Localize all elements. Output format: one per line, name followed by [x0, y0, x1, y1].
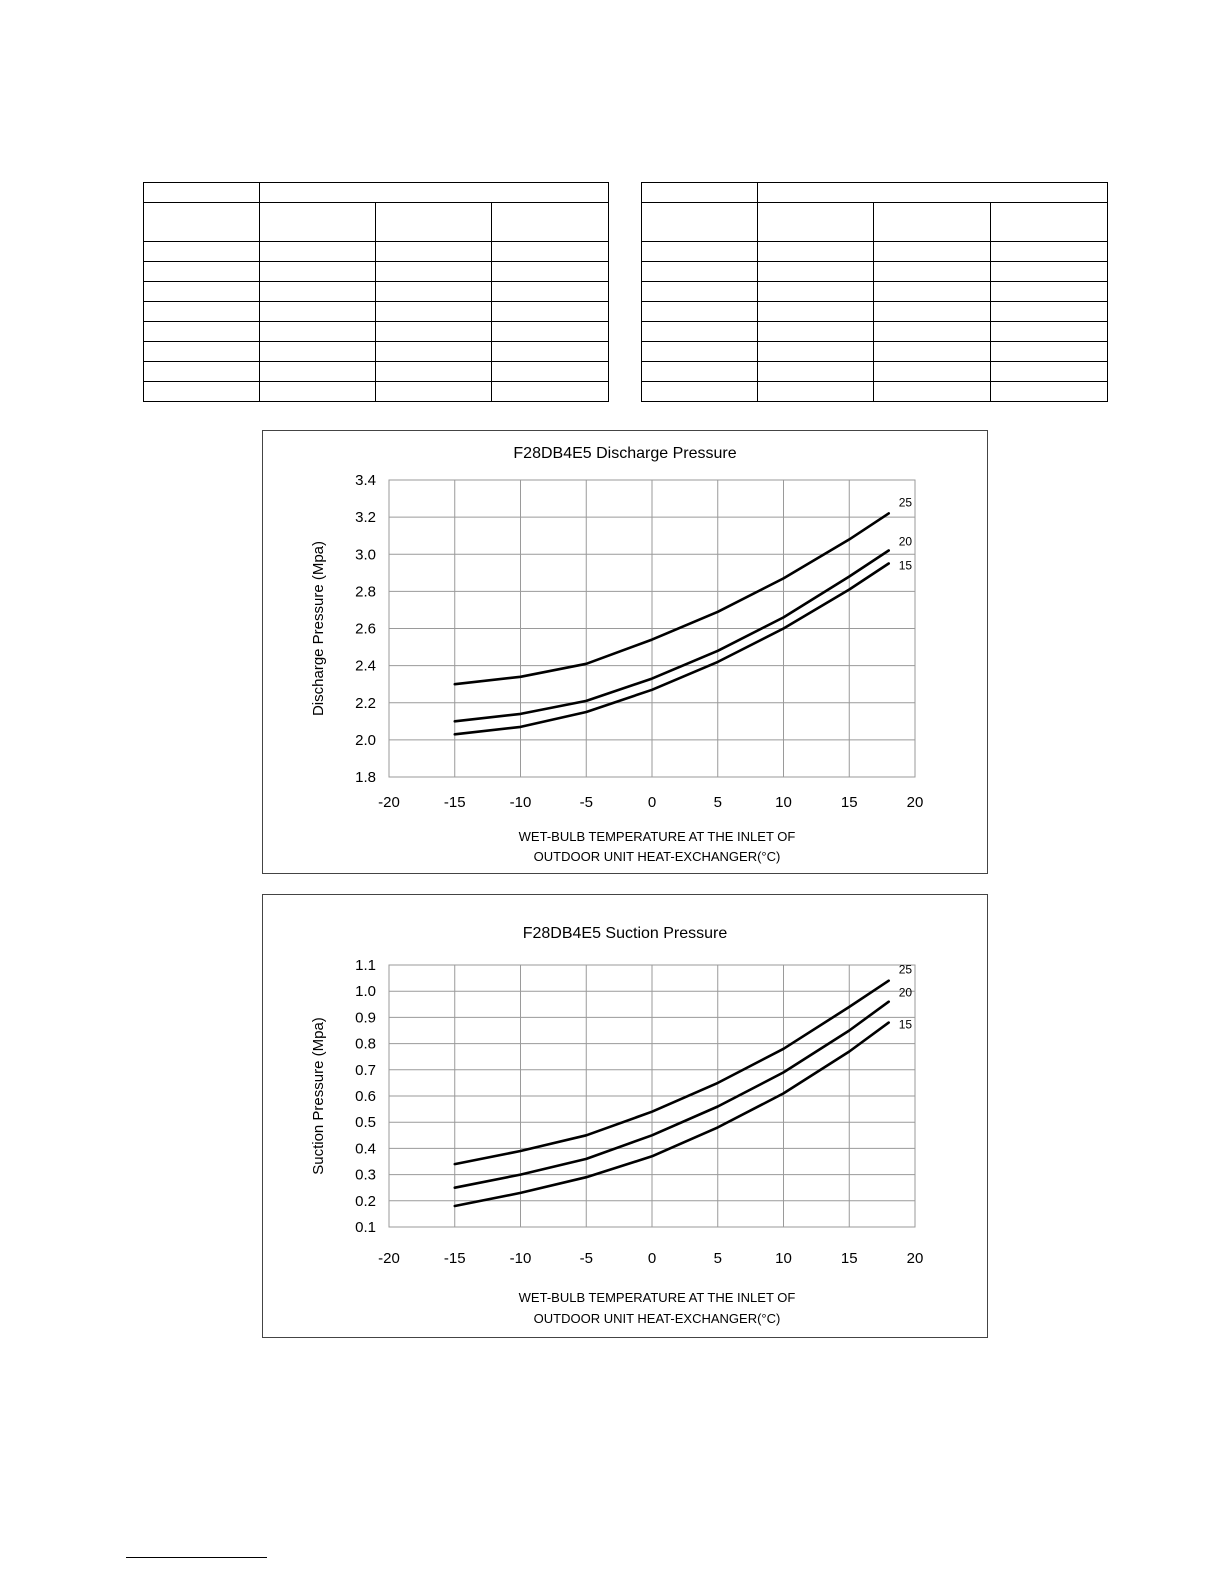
table-row: [144, 342, 609, 362]
table-row: [642, 362, 1108, 382]
y-tick-label: 0.9: [355, 1009, 376, 1027]
table-cell: [260, 183, 609, 203]
y-tick-label: 0.4: [355, 1140, 376, 1158]
y-tick-label: 2.4: [355, 657, 376, 675]
series-label-25: 25: [898, 495, 913, 510]
series-label-25: 25: [898, 962, 913, 977]
y-tick-label: 2.6: [355, 620, 376, 638]
y-tick-label: 3.4: [355, 472, 376, 489]
table-row: [144, 382, 609, 402]
x-tick-label: -10: [509, 1250, 532, 1267]
empty-table-left: [143, 182, 609, 402]
table-cell: [758, 203, 874, 242]
table-cell: [144, 203, 260, 242]
table-row: [144, 302, 609, 322]
series-label-20: 20: [898, 534, 913, 549]
y-tick-label: 1.1: [355, 957, 376, 974]
x-axis-label: WET-BULB TEMPERATURE AT THE INLET OF: [518, 1290, 796, 1305]
x-tick-label: 15: [840, 794, 858, 811]
y-tick-label: 0.8: [355, 1035, 376, 1053]
y-tick-label: 2.8: [355, 583, 376, 601]
x-tick-label: -15: [443, 1250, 466, 1267]
chart-title: F28DB4E5 Discharge Pressure: [513, 445, 737, 462]
y-tick-label: 0.3: [355, 1166, 376, 1184]
y-tick-label: 3.0: [355, 546, 376, 564]
table-row: [642, 302, 1108, 322]
y-tick-label: 2.2: [355, 694, 376, 712]
y-tick-label: 2.0: [355, 731, 376, 749]
table-row: [642, 242, 1108, 262]
x-axis-label: OUTDOOR UNIT HEAT-EXCHANGER(°C): [533, 849, 781, 864]
y-tick-label: 0.1: [355, 1219, 376, 1236]
table-row: [144, 242, 609, 262]
y-tick-label: 1.0: [355, 983, 376, 1001]
x-axis-label: WET-BULB TEMPERATURE AT THE INLET OF: [518, 829, 796, 844]
series-label-20: 20: [898, 985, 913, 1000]
y-tick-label: 0.7: [355, 1061, 376, 1079]
table-cell: [758, 183, 1108, 203]
table-row: [642, 382, 1108, 402]
x-tick-label: -20: [378, 794, 400, 811]
x-tick-label: -20: [378, 1250, 400, 1267]
table-cell: [642, 203, 758, 242]
table-row: [642, 282, 1108, 302]
table-row: [144, 322, 609, 342]
x-tick-label: 20: [906, 1250, 924, 1267]
y-tick-label: 0.2: [355, 1192, 376, 1210]
table-row: [642, 342, 1108, 362]
footnote-separator: [126, 1557, 267, 1558]
y-axis-label: Suction Pressure (Mpa): [310, 1017, 327, 1175]
x-tick-label: 10: [775, 1250, 792, 1267]
table-cell: [376, 203, 492, 242]
series-label-15: 15: [898, 1017, 913, 1032]
x-tick-label: 0: [647, 1250, 657, 1267]
table-cell: [642, 183, 758, 203]
table-cell: [991, 203, 1108, 242]
table-row: [642, 322, 1108, 342]
chart-title: F28DB4E5 Suction Pressure: [522, 925, 728, 942]
x-axis-label: OUTDOOR UNIT HEAT-EXCHANGER(°C): [533, 1311, 781, 1326]
table-row: [144, 362, 609, 382]
suction-pressure-chart-panel: [262, 894, 988, 1338]
x-tick-label: -10: [509, 794, 532, 811]
x-tick-label: -5: [579, 1250, 593, 1267]
y-tick-label: 0.5: [355, 1114, 376, 1132]
suction-pressure-chart: [263, 895, 987, 1337]
table-cell: [492, 203, 609, 242]
x-tick-label: 0: [647, 794, 657, 811]
y-tick-label: 0.6: [355, 1088, 376, 1105]
y-tick-label: 3.2: [355, 509, 376, 527]
y-axis-label: Discharge Pressure (Mpa): [310, 540, 327, 717]
x-tick-label: 5: [713, 794, 722, 811]
table-row: [642, 262, 1108, 282]
x-tick-label: 15: [840, 1250, 858, 1267]
x-tick-label: 20: [906, 794, 924, 811]
empty-table-right: [641, 182, 1108, 402]
table-cell: [144, 183, 260, 203]
y-tick-label: 1.8: [355, 769, 376, 786]
table-cell: [874, 203, 991, 242]
discharge-pressure-chart-panel: [262, 430, 988, 874]
table-cell: [260, 203, 376, 242]
table-row: [144, 282, 609, 302]
x-tick-label: -15: [443, 794, 466, 811]
x-tick-label: 10: [775, 794, 792, 811]
table-row: [144, 262, 609, 282]
x-tick-label: 5: [713, 1250, 722, 1267]
series-label-15: 15: [898, 558, 913, 573]
x-tick-label: -5: [579, 794, 593, 811]
discharge-pressure-chart: [263, 431, 987, 873]
